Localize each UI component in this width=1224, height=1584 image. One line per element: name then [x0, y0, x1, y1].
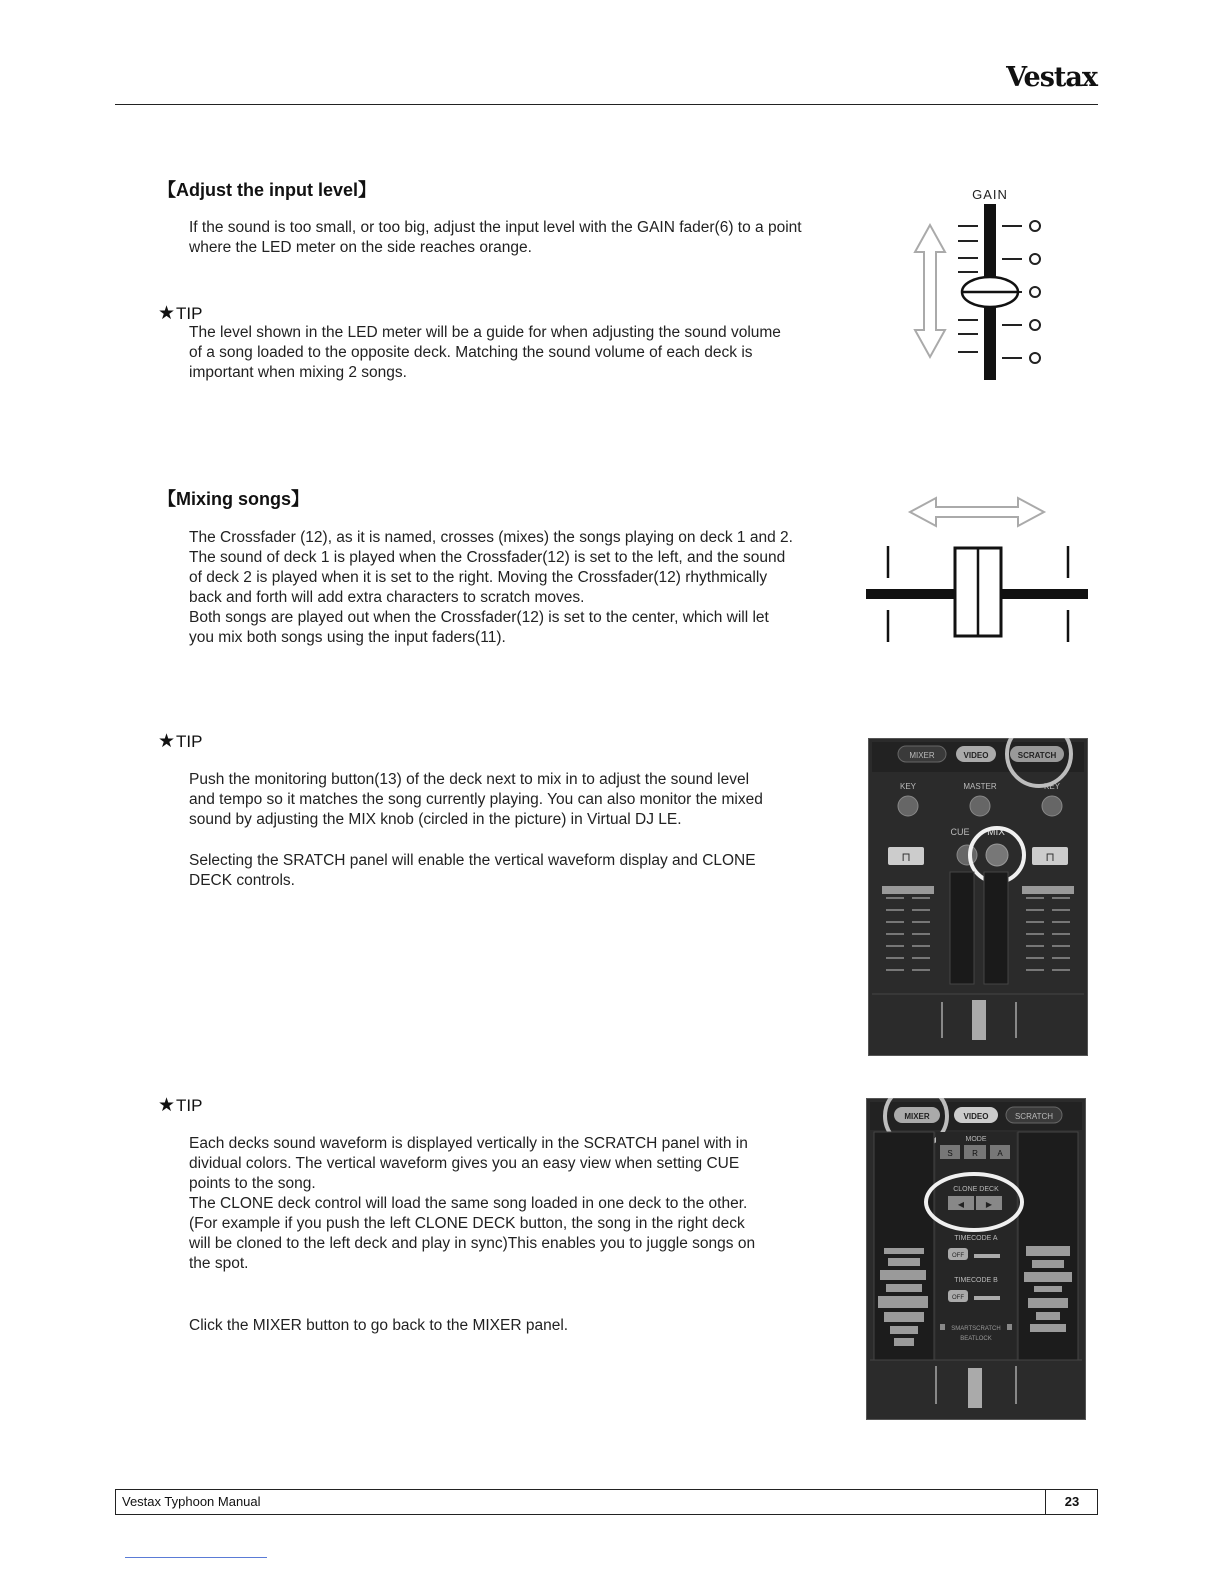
text-line: where the LED meter on the side reaches orange. — [189, 239, 532, 256]
svg-text:A: A — [997, 1149, 1003, 1158]
svg-text:OFF: OFF — [952, 1295, 964, 1301]
svg-text:KEY: KEY — [1043, 782, 1061, 791]
svg-text:OFF: OFF — [952, 1253, 964, 1259]
svg-text:⊓: ⊓ — [901, 850, 911, 864]
master-knob[interactable] — [970, 796, 990, 816]
svg-text:▶: ▶ — [985, 1200, 993, 1209]
svg-text:MIX: MIX — [987, 827, 1005, 838]
svg-text:MIXER: MIXER — [909, 751, 935, 760]
svg-text:◀: ◀ — [957, 1200, 965, 1209]
svg-text:VIDEO: VIDEO — [963, 751, 989, 760]
header-rule — [115, 104, 1098, 105]
text-line: of a song loaded to the opposite deck. Matching the sound volume of each deck is — [189, 344, 753, 361]
svg-text:CUE: CUE — [950, 827, 970, 837]
svg-text:TIMECODE B: TIMECODE B — [954, 1277, 998, 1284]
text-line: important when mixing 2 songs. — [189, 364, 407, 381]
cue-knob[interactable] — [957, 845, 977, 865]
svg-text:MIXER: MIXER — [904, 1112, 930, 1121]
text-line: of deck 2 is played when it is set to the right. Moving the Crossfader(12) rhythmically — [189, 569, 768, 586]
text-line: dividual colors. The vertical waveform gives you an easy view when setting CUE — [189, 1155, 740, 1172]
text-line: The sound of deck 1 is played when the Crossfader(12) is set to the left, and the sound — [189, 549, 786, 566]
gain-fader-diagram — [900, 180, 1060, 390]
star-icon: ★ — [158, 1095, 176, 1116]
lock-icon — [940, 1324, 945, 1330]
text-line: Each decks sound waveform is displayed vertically in the SCRATCH panel with in — [189, 1135, 748, 1152]
text-line: points to the song. — [189, 1175, 316, 1192]
key-knob-left[interactable] — [898, 796, 918, 816]
text-line: The CLONE deck control will load the same song loaded in one deck to the other. — [189, 1195, 748, 1212]
paragraph-tip-monitor — [189, 770, 874, 830]
star-icon: ★ — [158, 303, 176, 324]
svg-text:SCRATCH: SCRATCH — [1014, 1112, 1054, 1121]
svg-text:SCRATCH: SCRATCH — [1017, 751, 1057, 760]
gain-label: GAIN — [972, 187, 1008, 202]
crossfader-handle[interactable] — [968, 1368, 982, 1408]
text-line: you mix both songs using the input faders(11). — [189, 629, 506, 646]
text-line: Click the MIXER button to go back to the MIXER panel. — [189, 1317, 569, 1334]
led-meter — [1030, 221, 1040, 363]
svg-text:TIMECODE A: TIMECODE A — [954, 1235, 998, 1242]
text-line: DECK controls. — [189, 872, 295, 889]
text-line: back and forth will add extra characters to scratch moves. — [189, 589, 585, 606]
text-line: If the sound is too small, or too big, adjust the input level with the GAIN fader(6) to a point — [189, 219, 802, 236]
text-line: Selecting the SRATCH panel will enable the vertical waveform display and CLONE — [189, 852, 756, 869]
vertical-arrow-icon — [915, 225, 945, 357]
footer-title: Vestax Typhoon Manual — [122, 1494, 261, 1509]
signal-bar-icon — [974, 1296, 1000, 1300]
heading-mixing-songs: 【Mixing songs】 — [158, 489, 310, 509]
volume-fader-right[interactable] — [1022, 886, 1074, 894]
text-line: Both songs are played out when the Crossfader(12) is set to the center, which will let — [189, 609, 769, 626]
svg-text:R: R — [972, 1149, 978, 1158]
svg-text:S: S — [947, 1149, 953, 1158]
svg-text:SMARTSCRATCH: SMARTSCRATCH — [951, 1326, 1001, 1332]
svg-text:⊓: ⊓ — [1045, 850, 1055, 864]
svg-text:MASTER: MASTER — [963, 782, 997, 791]
crossfader-diagram — [860, 490, 1095, 650]
link-rule — [125, 1557, 267, 1558]
text-line: and tempo so it matches the song currently playing. You can also monitor the mixed — [189, 791, 763, 808]
paragraph-input-level — [189, 218, 874, 258]
crossfader-handle[interactable] — [972, 1000, 986, 1040]
paragraph-mixing — [189, 528, 874, 648]
paragraph-tip-1 — [189, 323, 874, 383]
svg-text:VIDEO: VIDEO — [963, 1112, 989, 1121]
text-line: The Crossfader (12), as it is named, crosses (mixes) the songs playing on deck 1 and 2. — [189, 529, 793, 546]
volume-fader-left[interactable] — [882, 886, 934, 894]
text-line: will be cloned to the left deck and play in sync)This enables you to juggle songs on — [189, 1235, 756, 1252]
horizontal-arrow-icon — [910, 498, 1044, 526]
paragraph-tip-scratch — [189, 1134, 874, 1274]
key-knob-right[interactable] — [1042, 796, 1062, 816]
mixer-panel-screenshot — [868, 738, 1088, 1056]
scratch-panel-screenshot — [866, 1098, 1086, 1420]
text-line: sound by adjusting the MIX knob (circled in the picture) in Virtual DJ LE. — [189, 811, 682, 828]
text-line: The level shown in the LED meter will be a guide for when adjusting the sound volume — [189, 324, 781, 341]
tip-label-1: ★TIP — [158, 303, 203, 324]
text-line: Push the monitoring button(13) of the deck next to mix in to adjust the sound level — [189, 771, 750, 788]
footer-box — [115, 1489, 1098, 1515]
heading-input-level: 【Adjust the input level】 — [158, 180, 377, 200]
text-line: (For example if you push the left CLONE DECK button, the song in the right deck — [189, 1215, 745, 1232]
tip-label-2: ★TIP — [158, 731, 203, 752]
signal-bar-icon — [974, 1254, 1000, 1258]
brand-logo: Vestax — [1006, 62, 1097, 93]
page-number: 23 — [1064, 1494, 1080, 1509]
text-line: the spot. — [189, 1255, 249, 1272]
mix-knob[interactable] — [986, 844, 1008, 866]
svg-text:KEY: KEY — [899, 782, 917, 791]
lock-icon — [1007, 1324, 1012, 1330]
svg-text:BEATLOCK: BEATLOCK — [960, 1336, 992, 1342]
star-icon: ★ — [158, 731, 176, 752]
svg-text:MODE: MODE — [965, 1136, 987, 1143]
svg-text:CLONE DECK: CLONE DECK — [953, 1186, 999, 1193]
paragraph-tip-scratch-2 — [189, 1316, 874, 1336]
tip-label-3: ★TIP — [158, 1095, 203, 1116]
paragraph-tip-monitor-2 — [189, 851, 874, 891]
